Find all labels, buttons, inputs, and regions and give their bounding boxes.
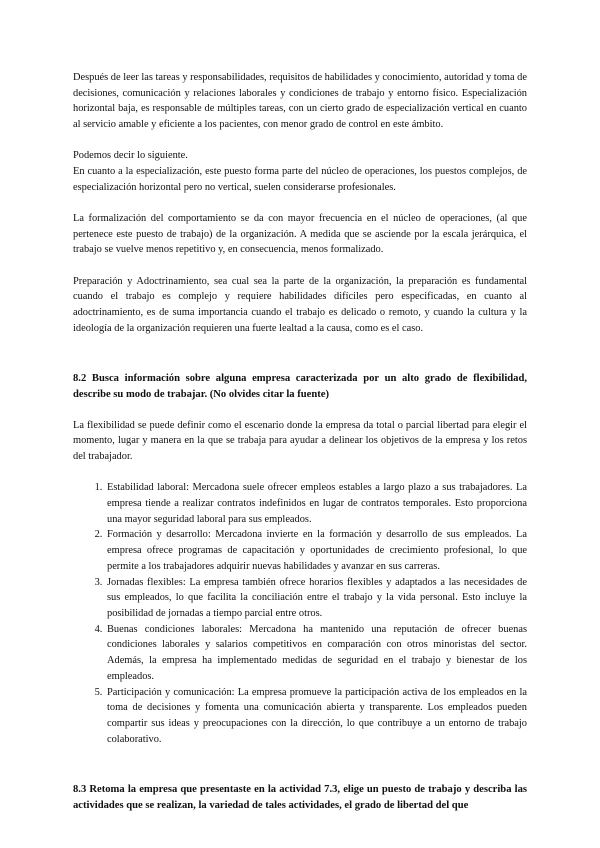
spacer: [73, 766, 527, 782]
intro-paragraph-3: La formalización del comportamiento se da con mayor frecuencia en el núcleo de operaciones, (al que pertenece este puesto de trabajo) de la organización. A medida que se asciende por la escala jerárquica, el trabajo se vuelve menos repetitivo y, en consecuencia, menos formalizado.: [73, 212, 527, 256]
spacer: [73, 258, 527, 274]
spacer: [73, 465, 527, 481]
section-8-2-intro: La flexibilidad se puede definir como el escenario donde la empresa da total o parcial libertad para elegir el momento, lugar y manera en la que se trabaja para ayudar a delinear los objetivos de la empresa y los retos del trabajador.: [73, 419, 527, 463]
intro-paragraph-4: Preparación y Adoctrinamiento, sea cual sea la parte de la organización, la preparación es fundamental cuando el trabajo es complejo y requiere habilidades difíciles pero especificadas, en cuanto al adoctrinamiento, es de suma importancia cuando el trabajo es delicado o remoto, y cuando la cultura y la ideología de la organización requieren una fuerte lealtad a la causa, como es el caso.: [73, 275, 527, 334]
spacer: [73, 195, 527, 211]
page-content: [73, 70, 527, 813]
spacer: [73, 355, 527, 371]
list-item: 3. Jornadas flexibles: La empresa también ofrece horarios flexibles y adaptados a las necesidades de sus empleados, lo que facilita la conciliación entre el trabajo y la vida personal. Esto incluye la posibilidad de jornadas a tiempo parcial entre otros.: [105, 575, 527, 622]
list-item: 4. Buenas condiciones laborales: Mercadona ha mantenido una reputación de ofrecer buenas condiciones laborales y salarios competitivos en comparación con otros minoristas del sector. Además, la empresa ha implementado medidas de seguridad en el trabajo y bienestar de los empleados.: [105, 622, 527, 685]
section-8-3-heading: 8.3 Retoma la empresa que presentaste en la actividad 7.3, elige un puesto de trabajo y describa las actividades que se realizan, la variedad de tales actividades, el grado de libertad del que: [73, 783, 527, 811]
intro-paragraph-2b: En cuanto a la especialización, este puesto forma parte del núcleo de operaciones, los puestos complejos, de especialización horizontal pero no vertical, suelen considerarse profesionales.: [73, 166, 527, 193]
mercadona-flexibility-list: [73, 480, 527, 747]
spacer: [73, 133, 527, 149]
spacer: [73, 402, 527, 418]
spacer: [73, 336, 527, 355]
intro-paragraph-2a: Podemos decir lo siguiente.: [73, 150, 188, 162]
list-item: 1. Estabilidad laboral: Mercadona suele ofrecer empleos estables a largo plazo a sus trabajadores. La empresa tiende a realizar contratos indefinidos en lugar de contratos temporales. Esto proporciona una mayor seguridad laboral para sus empleados.: [105, 480, 527, 527]
list-item: 5. Participación y comunicación: La empresa promueve la participación activa de los empleados en la toma de decisiones y fomenta una comunicación abierta y transparente. Los empleados pueden compartir sus ideas y preocupaciones con la dirección, lo que contribuye a un entorno de trabajo colaborativo.: [105, 685, 527, 748]
section-8-2-heading: 8.2 Busca información sobre alguna empresa caracterizada por un alto grado de flexibilidad, describe su modo de trabajar. (No olvides citar la fuente): [73, 372, 527, 400]
spacer: [73, 747, 527, 766]
intro-paragraph-1: Después de leer las tareas y responsabilidades, requisitos de habilidades y conocimiento, autoridad y toma de decisiones, comunicación y relaciones laborales y condiciones de trabajo y entorno físico. Especialización horizontal baja, es responsable de múltiples tareas, con un cierto grado de especialización vertical en cuanto al servicio amable y eficiente a los pacientes, con menor grado de control en este ámbito.: [73, 72, 527, 131]
list-item: 2. Formación y desarrollo: Mercadona invierte en la formación y desarrollo de sus empleados. La empresa ofrece programas de capacitación y oportunidades de crecimiento profesional, lo que permite a los trabajadores adquirir nuevas habilidades y avanzar en sus carreras.: [105, 527, 527, 574]
